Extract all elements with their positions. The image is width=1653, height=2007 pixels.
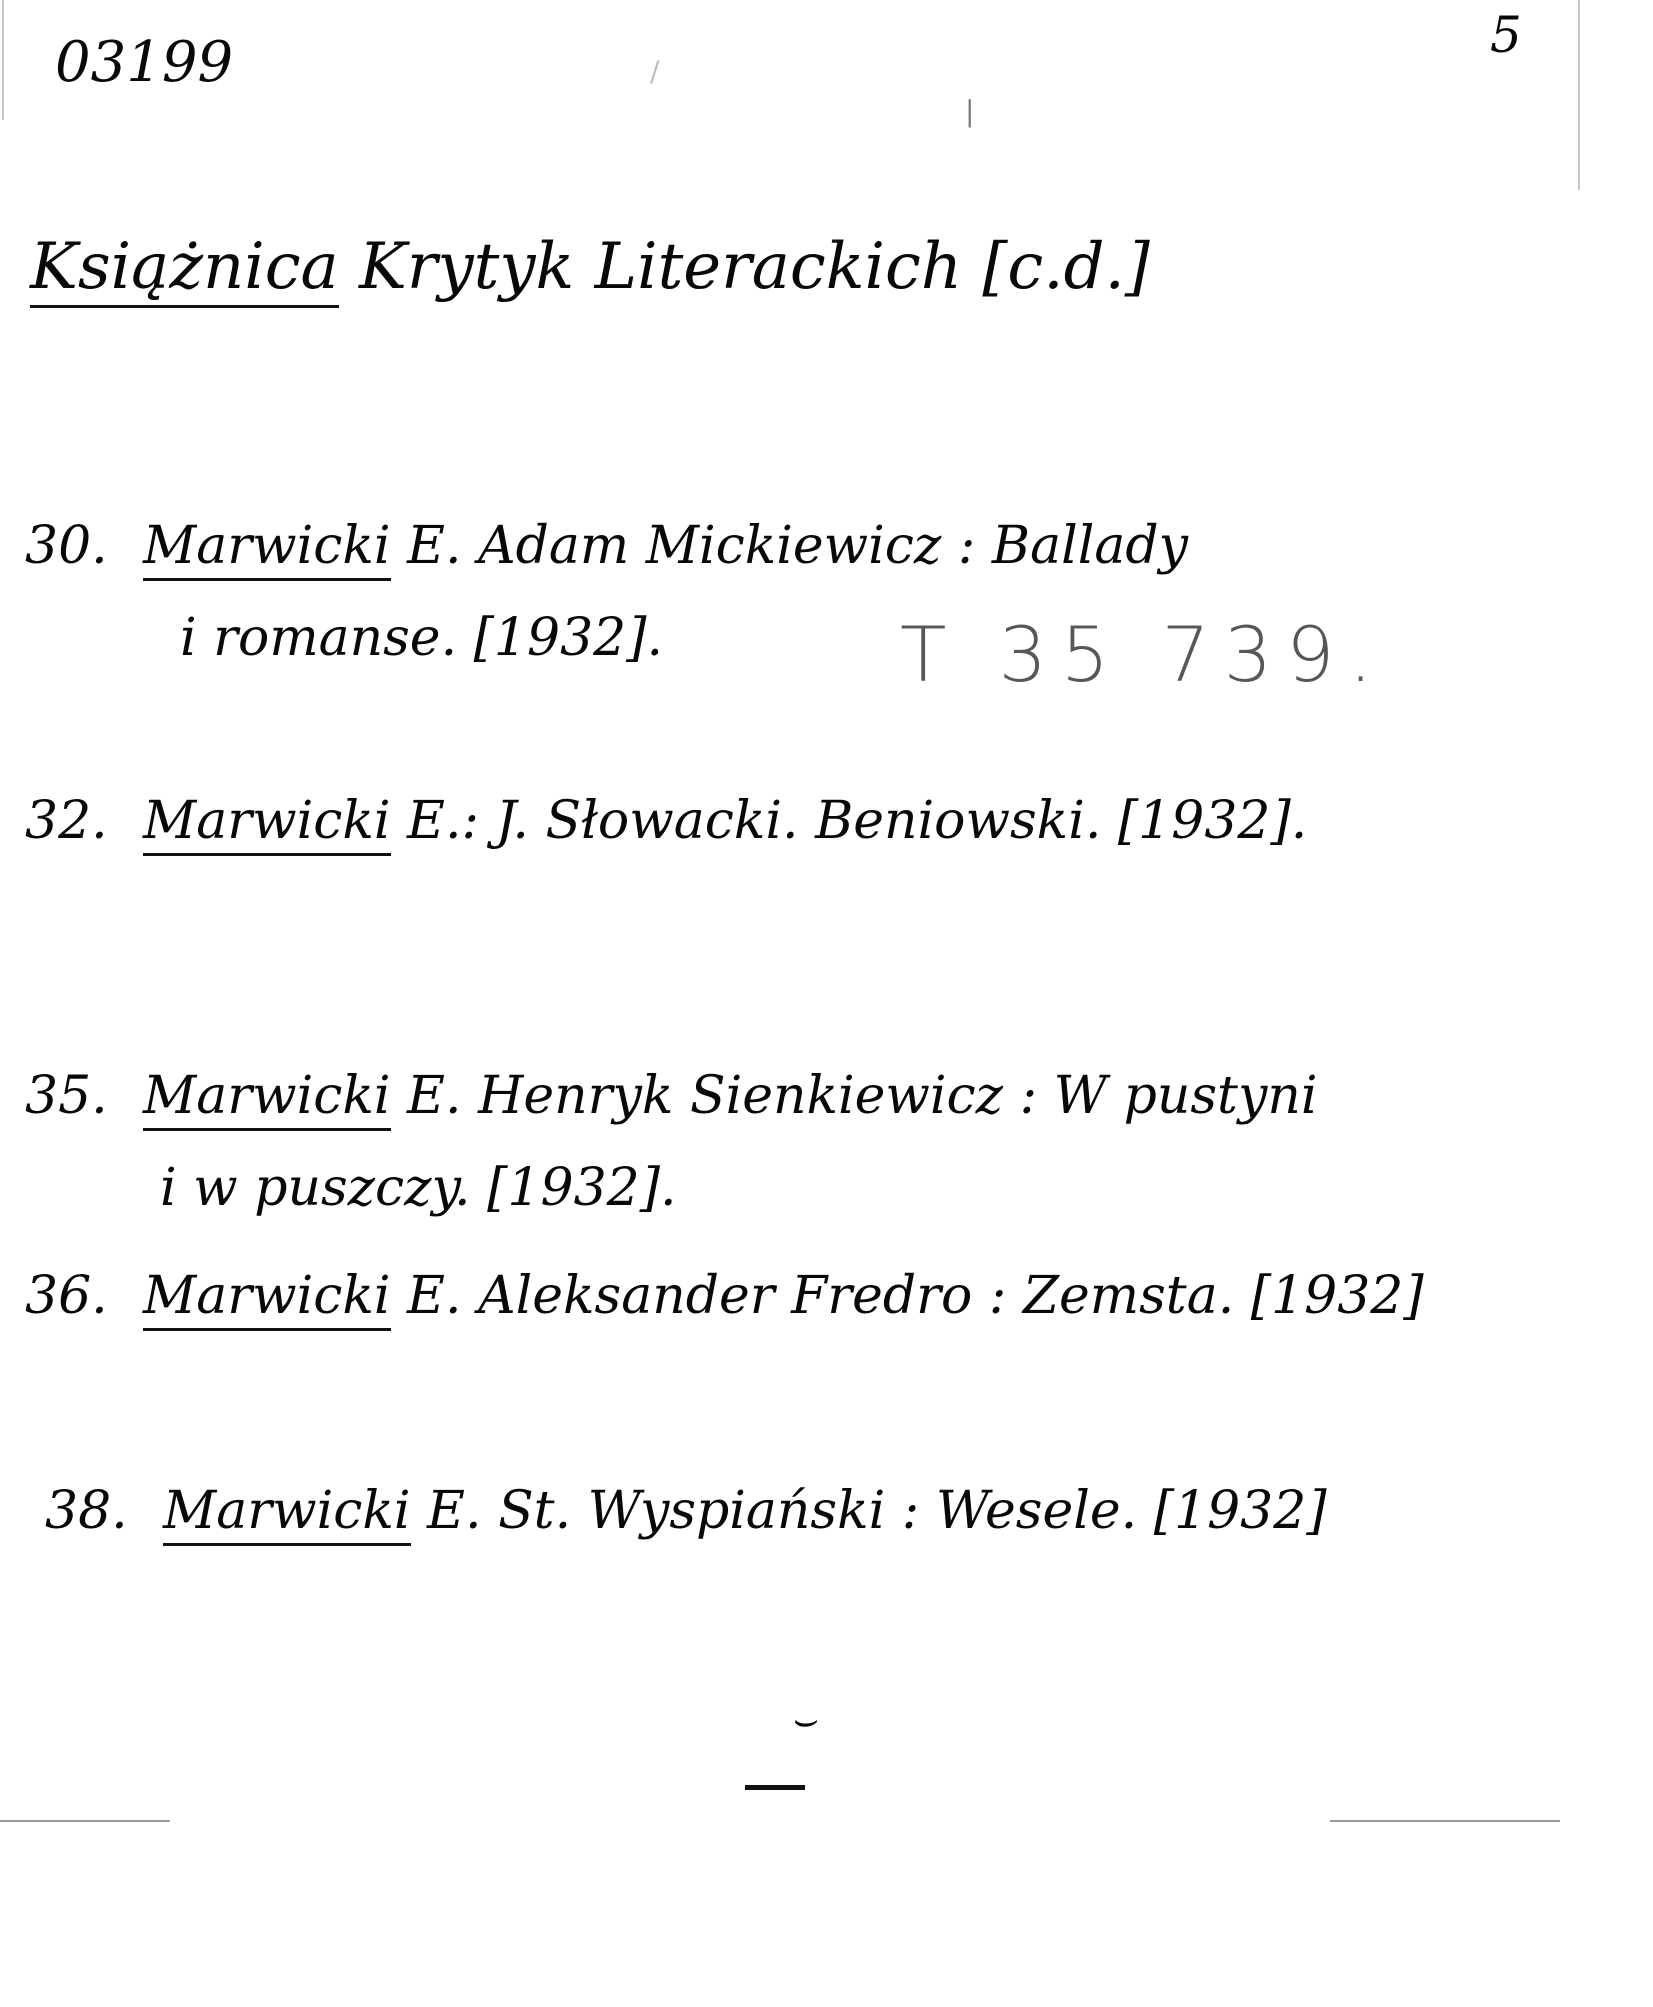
entry-author: Marwicki (143, 1070, 391, 1131)
entry-text: E.: J. Słowacki. Beniowski. [1932]. (390, 791, 1308, 851)
entry-number: 38. (45, 1481, 128, 1541)
entry-30 (25, 516, 1189, 581)
right-edge-line (1578, 0, 1580, 190)
stamp-number: T 35 739. (900, 610, 1387, 699)
entry-32 (25, 791, 1308, 856)
card-heading (30, 230, 1150, 308)
heading-underlined-word: Książnica (30, 235, 339, 308)
catalog-number: 03199 (55, 30, 234, 95)
entry-number: 35. (25, 1066, 108, 1126)
entry-38 (45, 1481, 1327, 1546)
heading-rest: Krytyk Literackich [c.d.] (338, 230, 1150, 304)
entry-number: 36. (25, 1266, 108, 1326)
bottom-left-rule (0, 1820, 170, 1822)
entry-author: Marwicki (143, 1270, 391, 1331)
entry-text: E. St. Wyspiański : Wesele. [1932] (410, 1481, 1327, 1541)
entry-author: Marwicki (143, 795, 391, 856)
entry-number: 30. (25, 516, 108, 576)
entry-36 (25, 1266, 1424, 1331)
entry-text: E. Adam Mickiewicz : Ballady (390, 516, 1189, 576)
left-edge-line (2, 0, 4, 120)
entry-30-continuation: i romanse. [1932]. (180, 608, 664, 668)
scribble-dash (745, 1785, 805, 1790)
entry-text: E. Aleksander Fredro : Zemsta. [1932] (390, 1266, 1424, 1326)
scribble-mark: ⌣ (790, 1697, 817, 1743)
entry-number: 32. (25, 791, 108, 851)
entry-author: Marwicki (163, 1485, 411, 1546)
pencil-mark: / (650, 55, 660, 88)
pencil-mark: | (965, 95, 975, 128)
entry-35 (25, 1066, 1318, 1131)
entry-35-continuation: i w puszczy. [1932]. (160, 1158, 677, 1218)
page-number: 5 (1490, 6, 1522, 64)
bottom-right-rule (1330, 1820, 1560, 1822)
entry-text: E. Henryk Sienkiewicz : W pustyni (390, 1066, 1318, 1126)
entry-author: Marwicki (143, 520, 391, 581)
